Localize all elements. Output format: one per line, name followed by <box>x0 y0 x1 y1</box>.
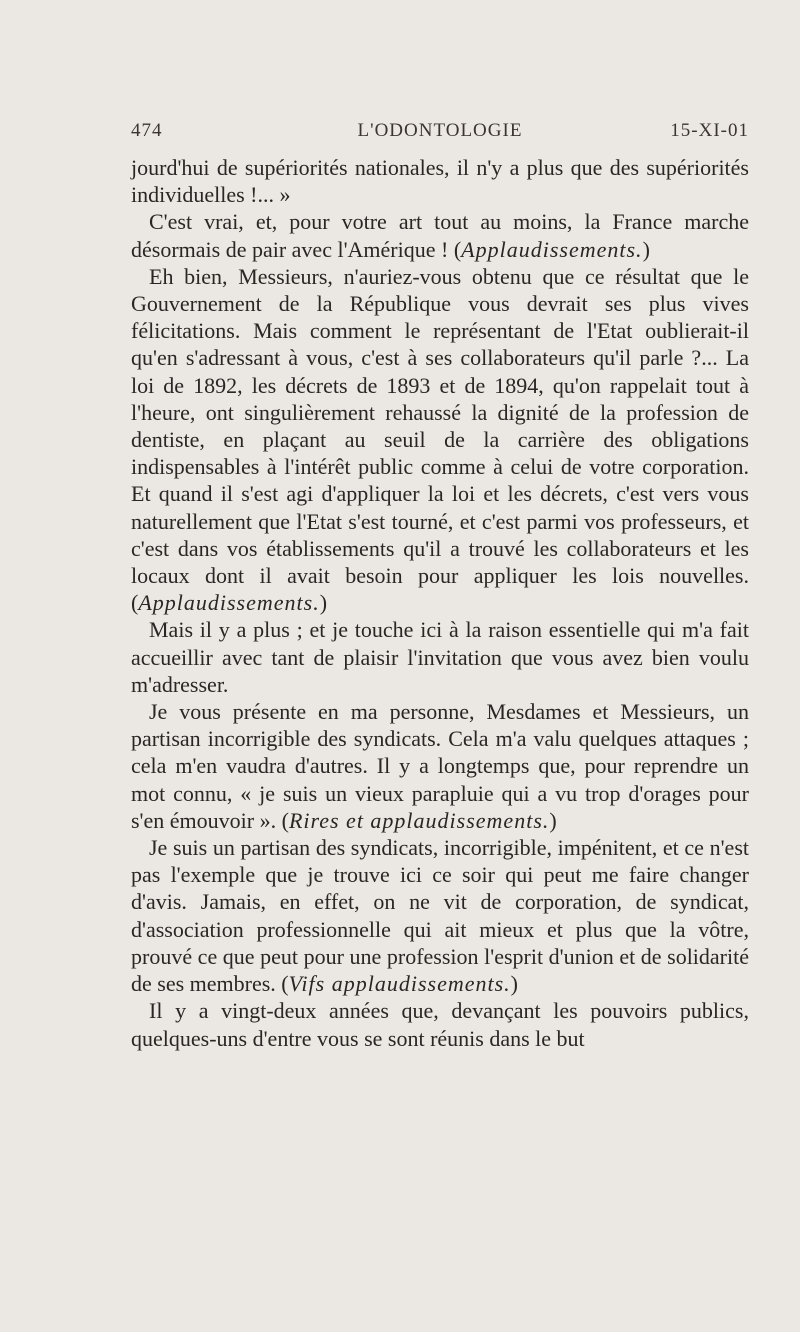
stage-direction: Applaudissements. <box>138 590 320 616</box>
paragraph: Eh bien, Messieurs, n'auriez-vous obtenu que ce résultat que le Gouvernement de la République vous devrait ses plus vives félicitations. Mais comment le représentant de l'Etat oublierait-il qu'en s'adressant à vous, c'est à ses collaborateurs qu'il parle ?... La loi de 1892, les décrets de 1893 et de 1894, qu'on rappelait tout à l'heure, ont singulièrement rehaussé la dignité de la profession de dentiste, en plaçant au seuil de la carrière des obligations indispensables à l'intérêt public comme à celui de votre corporation. Et quand il s'est agi d'appliquer la loi et les décrets, c'est vers vous naturellement que l'Etat s'est tourné, et c'est parmi vos professeurs, et c'est dans vos établissements qu'il a trouvé les collaborateurs et les locaux dont il avait besoin pour appliquer les lois nouvelles. (Applaudissements.) <box>131 263 749 616</box>
paragraph: Je suis un partisan des syndicats, incorrigible, impénitent, et ce n'est pas l'exemple que je trouve ici ce soir qui peut me faire changer d'avis. Jamais, en effet, on ne vit de corporation, de syndicat, d'association professionnelle qui ait mieux et plus que la vôtre, prouvé ce que peut pour une profession l'esprit d'union et de solidarité de ses membres. (Vifs applaudissements.) <box>131 835 749 997</box>
issue-date: 15-XI-01 <box>670 120 749 141</box>
paragraph: Je vous présente en ma personne, Mesdames et Messieurs, un partisan incorrigible des syndicats. Cela m'a valu quelques attaques ; cela m'en vaudra d'autres. Il y a longtemps que, pour reprendre un mot connu, « je suis un vieux parapluie qui a vu trop d'orages pour s'en émouvoir ». (Rires et applaudissements.) <box>131 699 749 833</box>
stage-direction: Vifs applaudissements. <box>288 971 511 997</box>
paragraph: Mais il y a plus ; et je touche ici à la raison essentielle qui m'a fait accueillir avec tant de plaisir l'invitation que vous avez bien voulu m'adresser. <box>131 617 749 697</box>
stage-direction: Applaudissements. <box>461 236 643 262</box>
paragraph: jourd'hui de supériorités nationales, il n'y a plus que des supériorités individuelles !... » <box>131 155 749 208</box>
stage-direction: Rires et applaudissements. <box>288 807 550 833</box>
paragraph: Il y a vingt-deux années que, devançant les pouvoirs publics, quelques-uns d'entre vous se sont réunis dans le but <box>131 998 749 1051</box>
running-title: L'ODONTOLOGIE <box>357 120 523 141</box>
body-text <box>131 154 749 1052</box>
running-header <box>131 120 749 150</box>
paragraph: C'est vrai, et, pour votre art tout au moins, la France marche désormais de pair avec l'Amérique ! (Applaudissements.) <box>131 209 749 262</box>
page-number: 474 <box>131 120 163 141</box>
